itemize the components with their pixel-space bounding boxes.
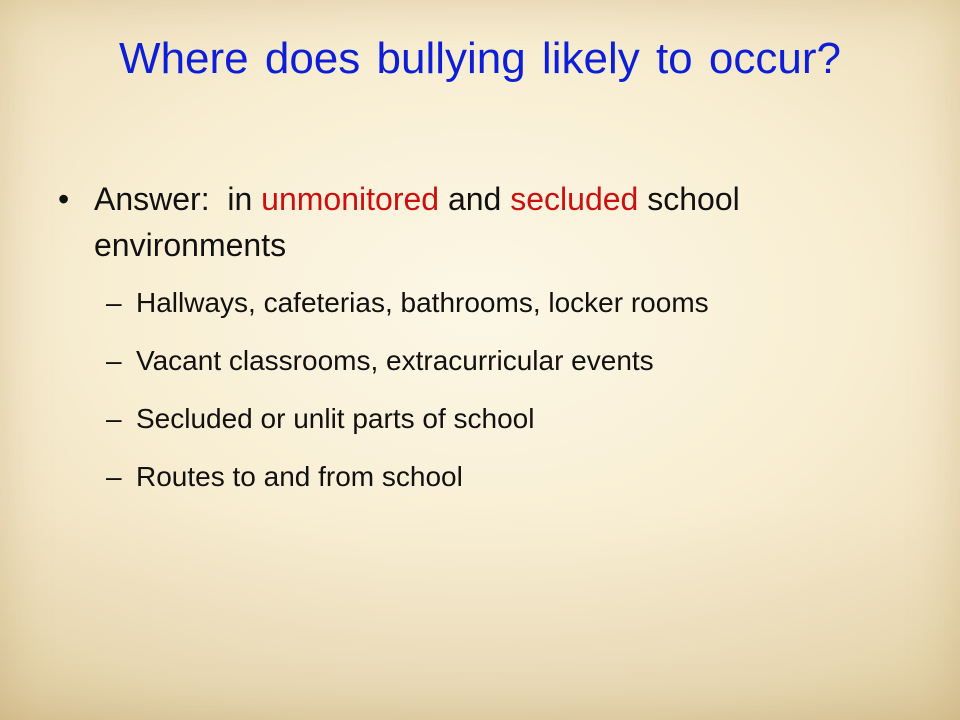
bullet-tail-text: school environments	[94, 181, 740, 263]
slide-body	[56, 176, 936, 506]
sub-bullet-text: Routes to and from school	[136, 461, 463, 492]
sub-bullet-text: Secluded or unlit parts of school	[136, 403, 535, 434]
sub-bullet-text: Hallways, cafeterias, bathrooms, locker rooms	[136, 287, 709, 318]
sub-bullet-item	[106, 390, 936, 448]
sub-bullet-item	[106, 274, 936, 332]
dash-icon: –	[106, 461, 122, 492]
dash-icon: –	[106, 403, 122, 434]
sub-bullet-item	[106, 448, 936, 506]
main-bullet	[56, 176, 936, 506]
dash-icon: –	[106, 345, 122, 376]
slide-title: Where does bullying likely to occur?	[119, 34, 841, 83]
sub-bullet-list	[94, 274, 936, 506]
sub-bullet-text: Vacant classrooms, extracurricular events	[136, 345, 654, 376]
sub-bullet-item	[106, 332, 936, 390]
bullet-mid-text: and	[439, 181, 511, 217]
bullet-dot-icon: •	[58, 181, 70, 217]
highlight-unmonitored: unmonitored	[261, 181, 440, 217]
dash-icon: –	[106, 287, 122, 318]
highlight-secluded: secluded	[510, 181, 639, 217]
bullet-lead-text: Answer: in	[94, 181, 262, 217]
